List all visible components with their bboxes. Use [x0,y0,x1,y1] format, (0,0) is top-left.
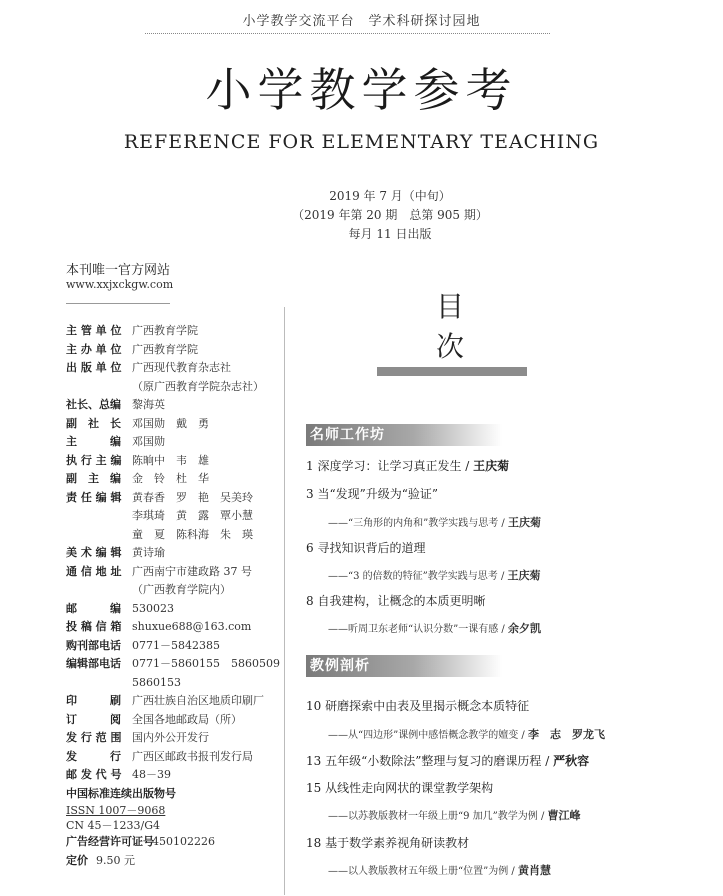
masthead-key: 发 行 范 围 [66,731,122,744]
dotted-divider [145,33,550,34]
article-title: 寻找知识背后的道理 [317,541,426,555]
masthead-key: 副 主 编 [66,472,121,485]
page-number: 13 [306,754,322,768]
masthead-row [66,396,281,415]
page-number: 10 [306,699,322,713]
article-author: 王庆菊 [473,459,510,473]
page-number: 1 [306,459,314,473]
toc-subtitle: ——以苏教版教材一年级上册“9 加几”教学为例 / 曹江峰 [328,809,581,822]
masthead-value: 黄春香 罗 艳 吴美玲 [132,490,253,504]
masthead-continuation: 5860153 [132,675,181,689]
article-subtitle: ——从“四边形”课例中感悟概念教学的嬗变 [328,730,519,741]
article-title: 深度学习：让学习真正发生 [317,459,462,473]
toc-entry[interactable] [306,485,438,502]
masthead-row [66,489,281,508]
toc-entry[interactable] [306,592,485,609]
masthead-value: 金 铃 杜 华 [132,472,209,485]
issue-number: （2019 年第 20 期 总第 905 期） [292,208,488,222]
page-number: 8 [306,594,314,608]
toc-subtitle: ——“三角形的内角和”教学实践与思考 / 王庆菊 [328,516,541,529]
article-author: 严秋容 [553,754,590,768]
masthead-key: 主 管 单 位 [66,324,122,337]
toc-subtitle: ——从“四边形”课例中感悟概念教学的嬗变 / 李 志 罗龙飞 [328,728,605,741]
masthead-key: 订 阅 [66,712,121,726]
website-url[interactable]: www.xxjxckgw.com [66,278,174,291]
masthead-key: 印 刷 [66,694,121,707]
website-label: 本刊唯一官方网站 [66,263,171,278]
article-subtitle: ——以苏教版教材一年级上册“9 加几”教学为例 [328,811,538,822]
serial-number-label: 中国标准连续出版物号 [66,786,176,800]
masthead-row [66,729,281,748]
masthead-value: 陈晌中 韦 雄 [132,453,209,467]
issue-date: 2019 年 7 月（中旬） [329,189,451,203]
toc-header [377,285,527,376]
masthead-key: 邮 发 代 号 [66,768,122,781]
masthead-row [66,359,281,378]
price-row [66,852,281,871]
masthead-key: 出 版 单 位 [66,361,122,374]
website-divider [66,303,170,304]
journal-subtitle: REFERENCE FOR ELEMENTARY TEACHING [123,131,600,153]
toc-subtitle: ——以人教版教材五年级上册“位置”为例 / 黄肖慧 [328,864,551,877]
masthead-key: 投 稿 信 箱 [66,620,122,633]
masthead-key: 邮 编 [66,601,121,615]
article-title: 五年级“小数除法”整理与复习的磨课历程 [325,754,542,768]
masthead-key: 执 行 主 编 [66,453,122,467]
toc-subtitle: ——“3 的倍数的特征”教学实践与思考 / 王庆菊 [328,569,541,582]
article-author: 余夕凯 [507,622,541,635]
toc-subtitle: ——听周卫东老师“认识分数”一课有感 / 余夕凯 [328,622,541,635]
publish-schedule: 每月 11 日出版 [348,227,432,241]
article-author: 黄肖慧 [517,864,551,877]
masthead-key: 美 术 编 辑 [66,546,122,559]
masthead-key: 购刊部电话 [66,638,121,652]
tagline: 小学教学交流平台 学术科研探讨园地 [242,14,481,29]
email-value[interactable]: shuxue688@163.com [132,620,252,633]
masthead-continuation: （广西教育学院内） [132,583,231,596]
masthead-value: 48－39 [132,768,171,781]
masthead-value: 广西现代教育杂志社 [132,361,231,374]
masthead-continuation: （原广西教育学院杂志社） [132,379,264,393]
masthead-row [66,563,281,582]
masthead-continuation: 童 夏 陈科海 朱 瑛 [132,527,253,541]
masthead-row [66,600,281,619]
toc-heading-bar [377,367,527,376]
masthead-row [66,711,281,730]
page-number: 18 [306,836,322,850]
ad-license-row [66,833,281,852]
toc-entry[interactable]: 1 深度学习：让学习真正发生 / 王庆菊 [306,459,510,473]
masthead-key: 主 办 单 位 [66,342,122,356]
article-subtitle: ——“3 的倍数的特征”教学实践与思考 [328,571,498,582]
toc-entry[interactable] [306,834,469,851]
masthead-row [66,637,281,656]
masthead-value: 全国各地邮政局（所） [132,712,242,726]
price-value: 9.50 元 [96,853,135,867]
masthead-key: 发 行 [66,749,121,763]
article-subtitle: ——“三角形的内角和”教学实践与思考 [328,518,499,529]
article-author: 王庆菊 [507,516,541,529]
masthead-value: 黄诗瑜 [132,546,165,559]
masthead-value: 530023 [132,601,174,615]
cn-number: CN 45－1233/G4 [66,819,161,832]
masthead-value: 邓国勋 [132,435,165,448]
article-title: 基于数学素养视角研读教材 [325,836,470,850]
toc-entry[interactable] [306,779,493,796]
masthead-value: 广西教育学院 [132,342,198,356]
masthead-key: 主 编 [66,435,121,448]
masthead-row [66,452,281,471]
ad-license-label: 广告经营许可证号 [66,835,154,848]
article-title: 研磨探索中由表及里揭示概念本质特征 [325,699,530,713]
journal-title: 小学教学参考 [205,63,518,117]
article-subtitle: ——以人教版教材五年级上册“位置”为例 [328,866,509,877]
masthead-continuation: 李琪琦 黄 露 覃小慧 [132,509,253,522]
section-banner [306,655,502,677]
masthead-row [66,433,281,452]
article-title: 自我建构，让概念的本质更明晰 [317,594,486,608]
article-title: 从线性走向网状的课堂教学架构 [325,781,494,795]
masthead-value: 广西区邮政书报刊发行局 [132,749,253,763]
page-number: 15 [306,781,322,795]
masthead-value: 0771－5860155 5860509 [132,657,280,670]
article-author: 王庆菊 [507,569,541,582]
masthead-key: 社长、总编 [66,398,121,411]
masthead-key: 责 任 编 辑 [66,490,122,504]
toc-entry[interactable] [306,697,529,714]
masthead-value: 黎海英 [132,398,165,411]
masthead-value: 广西教育学院 [132,324,198,337]
page-number: 6 [306,541,314,555]
masthead-value: 国内外公开发行 [132,731,209,744]
masthead-row [66,322,281,341]
article-author: 李 志 罗龙飞 [527,728,605,741]
article-title: 当“发现”升级为“验证” [317,487,439,501]
issn: ISSN 1007－9068 [66,804,166,817]
column-divider [284,307,285,895]
masthead-value: 0771－5842385 [132,638,220,652]
masthead-key: 编辑部电话 [66,657,121,670]
article-subtitle: ——听周卫东老师“认识分数”一课有感 [328,624,499,635]
masthead-row [66,544,281,563]
ad-license-value: 450102226 [152,835,215,848]
masthead [66,322,281,870]
section-title: 教例剖析 [310,658,370,674]
toc-heading: 目 次 [435,290,529,363]
section-banner [306,424,502,446]
masthead-value: 邓国勋 戴 勇 [132,416,209,430]
masthead-row [66,618,281,637]
section-title: 名师工作坊 [310,427,385,443]
page-number: 3 [306,487,314,501]
price-label: 定价 [66,853,88,867]
masthead-row [66,748,281,767]
masthead-row [66,470,281,489]
masthead-row [66,341,281,360]
masthead-row [66,655,281,674]
toc-entry[interactable]: 13 五年级“小数除法”整理与复习的磨课历程 / 严秋容 [306,754,590,768]
masthead-row [66,415,281,434]
masthead-row [66,692,281,711]
masthead-value: 广西南宁市建政路 37 号 [132,564,252,578]
masthead-key: 通 信 地 址 [66,564,122,578]
masthead-key: 副 社 长 [66,416,121,430]
masthead-value: 广西壮族自治区地质印刷厂 [132,694,264,707]
toc-entry[interactable] [306,539,425,556]
masthead-row [66,766,281,785]
article-author: 曹江峰 [547,809,581,822]
issue-info [0,187,723,244]
